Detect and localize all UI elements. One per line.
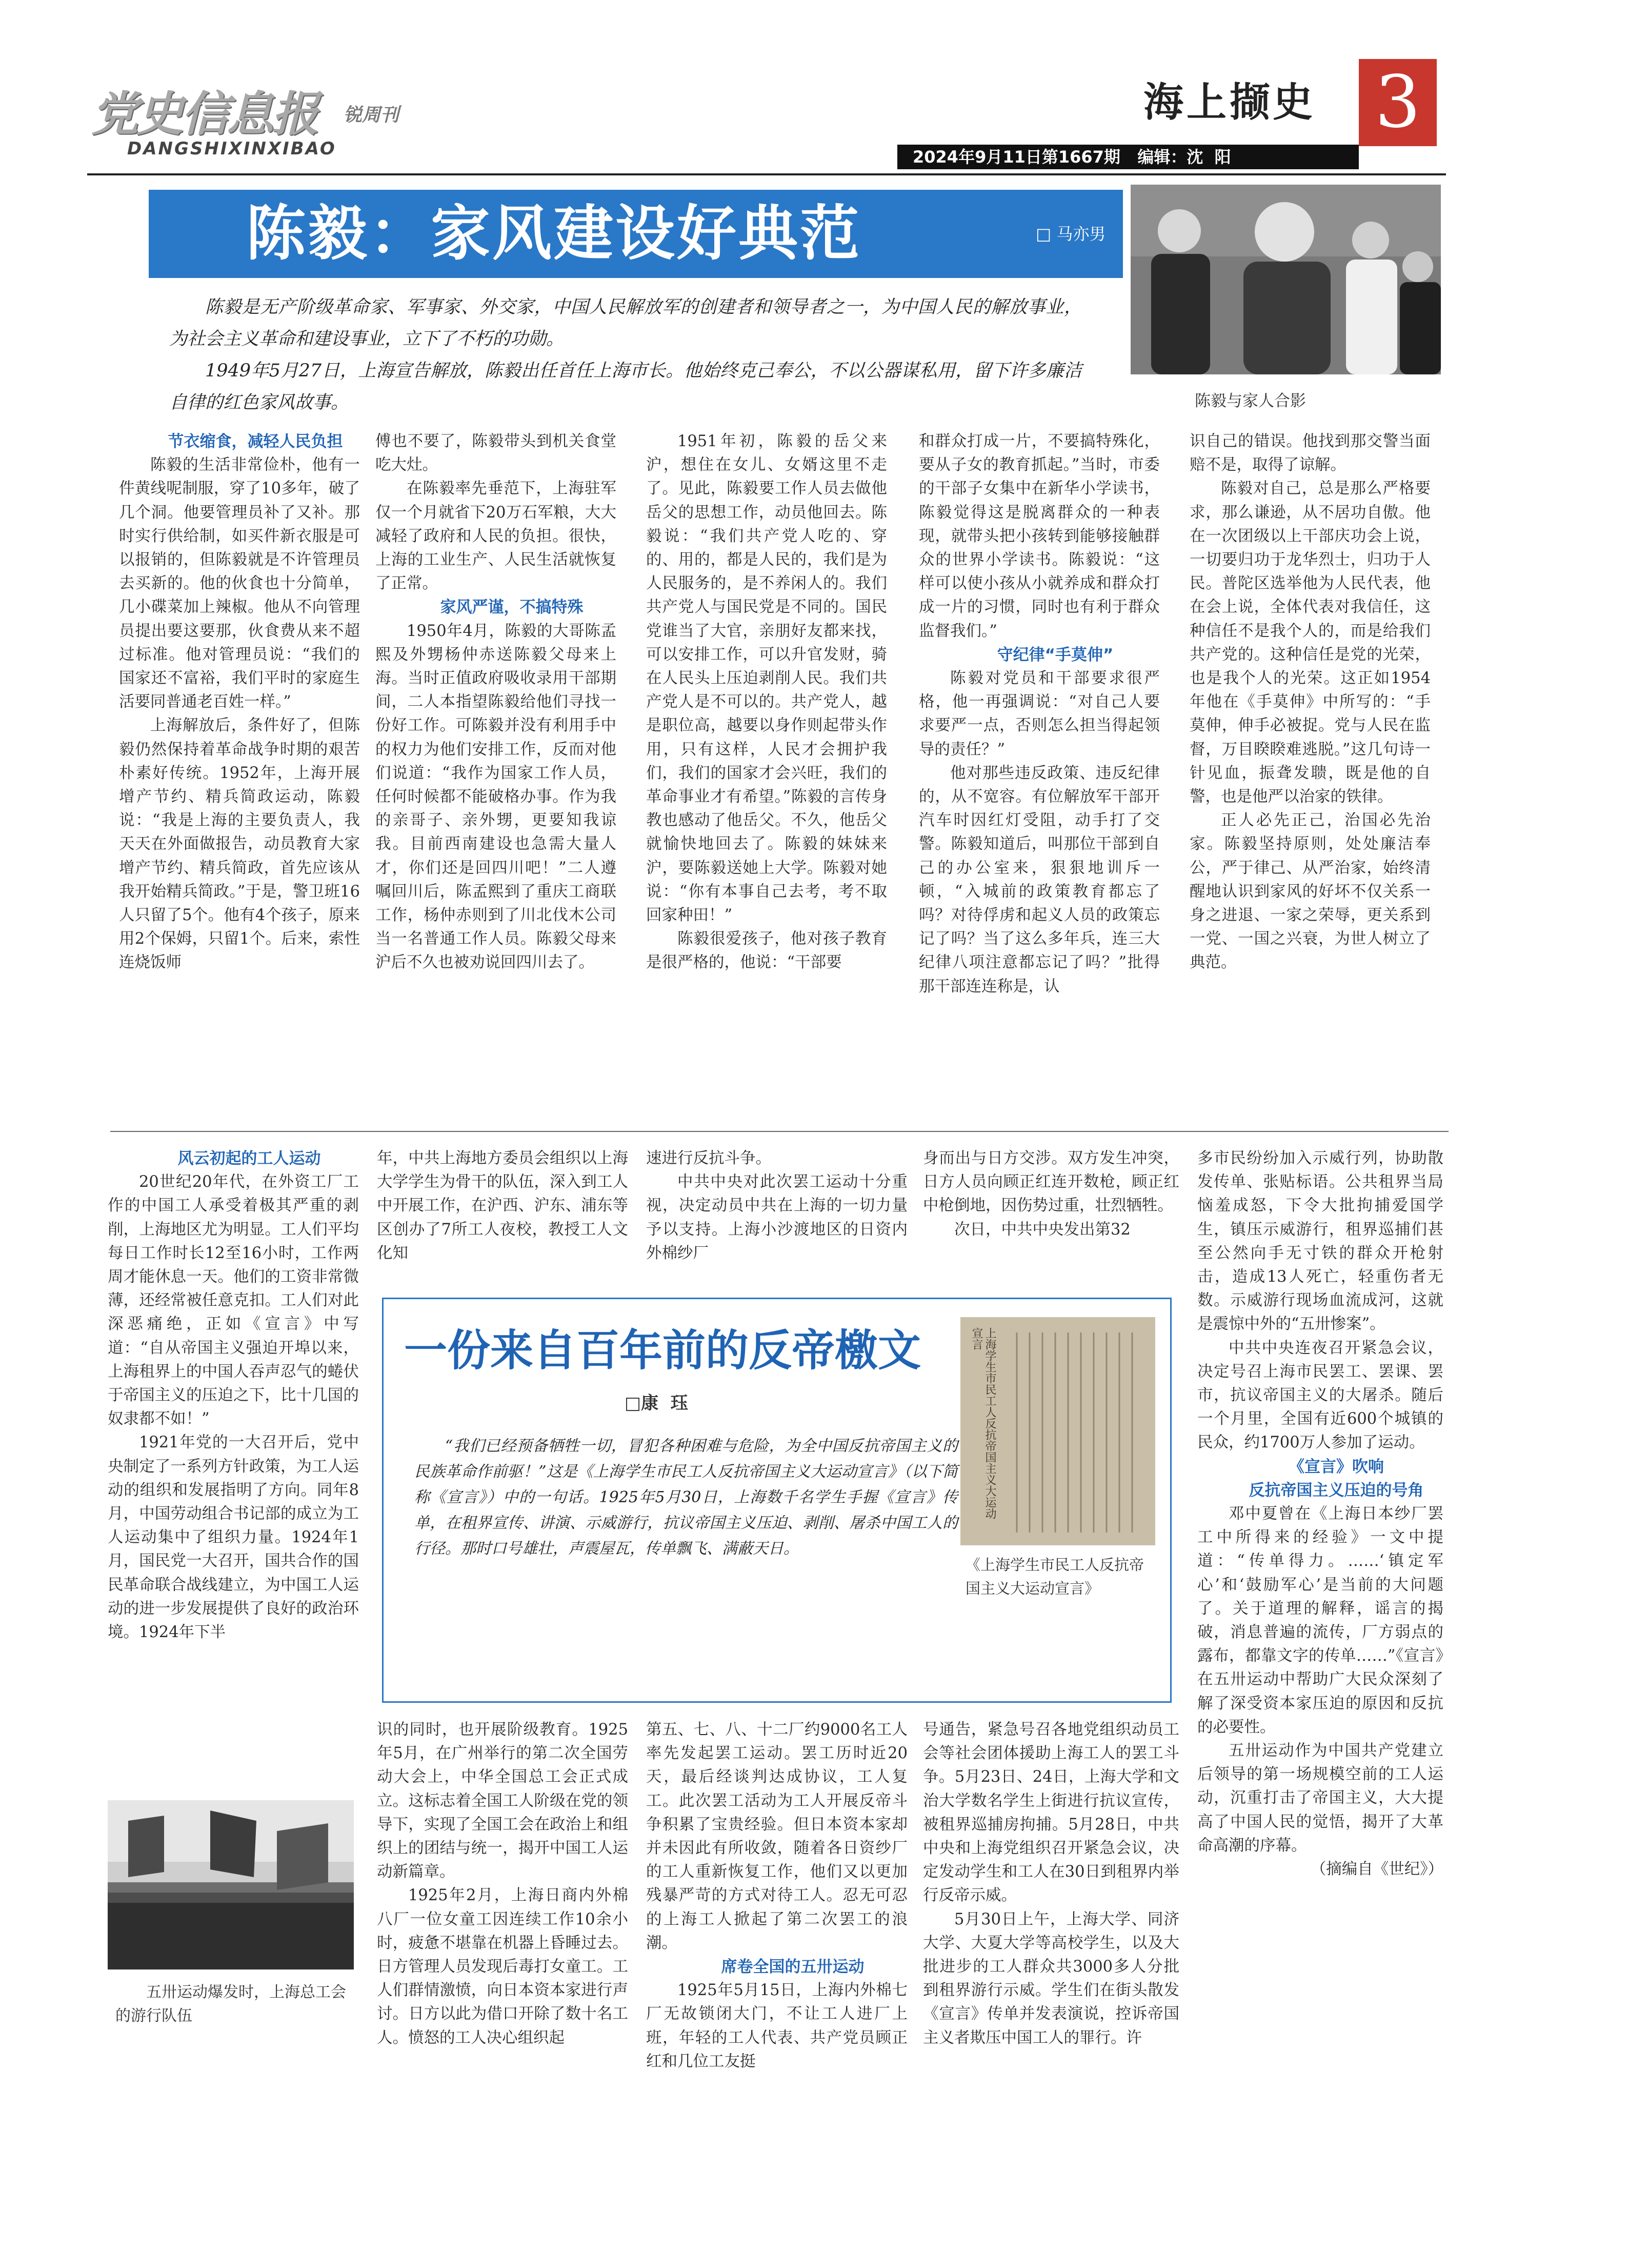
- paragraph: 陈毅很爱孩子，他对孩子教育是很严格的，他说：“干部要: [646, 930, 887, 972]
- article1-title: 陈毅：家风建设好典范: [246, 199, 861, 268]
- paragraph: 次日，中共中央发出第32: [954, 1220, 1131, 1239]
- paragraph: 陈毅的生活非常俭朴，他有一件黄线呢制服，穿了10多年，破了几个洞。他要管理员补了又补。那时实行供给制，如买件新衣服是可以报销的，但陈毅就是不许管理员去买新的。他的伙食也十分简单，几小碟菜加上辣椒。他从不向管理员提出要这要那，伙食费从来不超过标准。他对管理员说：“我们的国家还不富裕，我们平时的家庭生活要同普通老百姓一样。”: [119, 456, 360, 711]
- article2-col-2b: [377, 1718, 628, 2050]
- paragraph: 1951年初，陈毅的岳父来沪，想住在女儿、女婿这里不走了。见此，陈毅要工作人员去做他岳父的思想工作，动员他回去。陈毅说：“我们共产党人吃的、穿的、用的，都是人民的，我们是为人民服务的，是不养闲人的。我们共产党人与国民党是不同的。国民党谁当了大官，亲朋好友都来找，可以安排工作，可以升官发财，骑在人民头上压迫剥削人民。我们共产党人是不可以的。共产党人，越是职位高，越要以身作则起带头作用，只有这样，人民才会拥护我们，我们的国家才会兴旺，我们的革命事业才有希望。”陈毅的言传身教也感动了他岳父。不久，他岳父就愉快地回去了。陈毅的妹妹来沪，要陈毅送她上大学。陈毅对她说：“你有本事自己去考，考不取回家种田！”: [646, 432, 887, 925]
- paragraph: 中共中央对此次罢工运动十分重视，决定动员中共在上海的一切力量予以支持。上海小沙渡地区的日资内外棉纱厂: [646, 1173, 908, 1262]
- paragraph: 年，中共上海地方委员会组织以上海大学学生为骨干的队伍，深入到工人中开展工作，在沪西、沪东、浦东等区创办了7所工人夜校，教授工人文化知: [377, 1149, 628, 1262]
- paragraph: 多市民纷纷加入示威行列，协助散发传单、张贴标语。公共租界当局恼羞成怒，下令大批拘捕爱国学生，镇压示威游行，租界巡捕们甚至公然向手无寸铁的群众开枪射击，造成13人死亡，轻重伤者无数。示威游行现场血流成河，这就是震惊中外的“五卅惨案”。: [1197, 1149, 1443, 1334]
- logo-text: 党史信息报: [91, 87, 317, 142]
- paragraph: 陈毅对自己，总是那么严格要求，那么谦逊，从不居功自傲。他在一次团级以上干部庆功会上说，一切要归功于龙华烈士，归功于人民。普陀区选举他为人民代表，他在会上说，全体代表对我信任，这种信任不是我个人的，而是给我们共产党的。这种信任是党的光荣，也是我个人的光荣。这正如1954年他在《手莫伸》中所写的：“手莫伸，伸手必被捉。党与人民在监督，万目睽睽难逃脱。”这几句诗一针见血，振聋发聩，既是他的自警，也是他严以治家的铁律。: [1190, 480, 1431, 806]
- paragraph: 正人必先正己，治国必先治家。陈毅坚持原则，处处廉洁奉公，严于律己、从严治家，始终清醒地认识到家风的好坏不仅关系一身之进退、一家之荣辱，更关系到一党、一国之兴衰，为世人树立了典范。: [1190, 811, 1431, 972]
- paragraph: 身而出与日方交涉。双方发生冲突，日方人员向顾正红连开数枪，顾正红中枪倒地，因伤势过重，壮烈牺牲。: [923, 1149, 1179, 1215]
- document-text-lines: [960, 1317, 1155, 1545]
- manifesto-inset-box: [382, 1298, 1172, 1703]
- subheading: 节衣缩食，减轻人民负担: [168, 432, 343, 451]
- paragraph: 上海解放后，条件好了，但陈毅仍然保持着革命战争时期的艰苦朴素好传统。1952年，上海开展增产节约、精兵简政运动，陈毅说：“我是上海的主要负责人，我天天在外面做报告，动员教育大家增产节约、精兵简政，首先应该从我开始精兵简政。”于是，警卫班16人只留了5个。他有4个孩子，原来用2个保姆，只留1个。后来，索性连烧饭师: [119, 717, 360, 972]
- family-photo-figures: [1131, 185, 1441, 374]
- article1-byline: □ 马亦男: [1036, 224, 1106, 244]
- source-note: （摘编自《世纪》）: [1310, 1860, 1443, 1879]
- page-number-badge: [1359, 59, 1437, 146]
- article2-byline: □康 珏: [625, 1393, 688, 1414]
- paragraph: 傅也不要了，陈毅带头到机关食堂吃大灶。: [375, 432, 616, 474]
- article1-col-1: [119, 430, 360, 975]
- paragraph: 速进行反抗斗争。: [646, 1149, 771, 1167]
- issue-bar: [897, 145, 1359, 169]
- article-divider: [110, 1131, 1449, 1132]
- article1-col-4: [919, 430, 1160, 999]
- paragraph: 邓中夏曾在《上海日本纱厂罢工中所得来的经验》一文中提道：“传单得力。……‘镇定军心’和‘鼓励军心’是当前的大问题了。关于道理的解释，谣言的揭破，消息普遍的流传，厂方弱点的露布，都靠文字的传单……”《宣言》在五卅运动中帮助广大民众深刻了解了深受资本家压迫的原因和反抗的必要性。: [1197, 1505, 1443, 1736]
- logo-pinyin: DANGSHIXINXIBAO: [127, 138, 336, 159]
- may30-procession-photo: [108, 1800, 354, 1969]
- procession-figures: [108, 1800, 354, 1969]
- family-photo-caption: 陈毅与家人合影: [1195, 392, 1306, 410]
- manifesto-document-image: [960, 1317, 1155, 1545]
- page-number: 3: [1375, 61, 1421, 144]
- paragraph: 在陈毅率先垂范下，上海驻军仅一个月就省下20万石军粮，大大减轻了政府和人民的负担。很快，上海的工业生产、人民生活就恢复了正常。: [375, 480, 616, 593]
- issue-line: 2024年9月11日第1667期 编辑：沈 阳: [913, 147, 1231, 167]
- lede-paragraph: 陈毅是无产阶级革命家、军事家、外交家，中国人民解放军的创建者和领导者之一，为中国人民的解放事业，为社会主义革命和建设事业，立下了不朽的功勋。: [169, 297, 1082, 349]
- article2-col-4b: [923, 1718, 1179, 2050]
- paragraph: 20世纪20年代，在外资工厂工作的中国工人承受着极其严重的剥削，上海地区尤为明显。工人们平均每日工作时长12至16小时，工作两周才能休息一天。他们的工资非常微薄，还经常被任意克扣。工人们对此深恶痛绝，正如《宣言》中写道：“自从帝国主义强迫开埠以来，上海租界上的中国人吞声忍气的蜷伏于帝国主义的压迫之下，比十几国的奴隶都不如！”: [108, 1173, 359, 1428]
- article1-lede: [169, 291, 1082, 419]
- paragraph: 1925年5月15日，上海内外棉七厂无故锁闭大门，不让工人进厂上班，年轻的工人代表、共产党员顾正红和几位工友挺: [646, 1981, 908, 2071]
- subheading: 反抗帝国主义压迫的号角: [1249, 1481, 1424, 1500]
- article2-title: 一份来自百年前的反帝檄文: [404, 1325, 921, 1376]
- paragraph: 1950年4月，陈毅的大哥陈孟熙及外甥杨仲赤送陈毅父母来上海。当时正值政府吸收录用干部期间，二人本指望陈毅给他们寻找一份好工作。可陈毅并没有利用手中的权力为他们安排工作，反而对他们说道：“我作为国家工作人员，任何时候都不能破格办事。作为我的亲哥子、亲外甥，更要知我谅我。目前西南建设也急需大量人才，你们还是回四川吧！”二人遵嘱回川后，陈孟熙到了重庆工商联工作，杨仲赤则到了川北伐木公司当一名普通工作人员。陈毅父母来沪后不久也被劝说回四川去了。: [375, 622, 616, 972]
- article1-col-3: [646, 430, 887, 975]
- paragraph: 1925年2月，上海日商内外棉八厂一位女童工因连续工作10余小时，疲惫不堪靠在机器上昏睡过去。日方管理人员发现后毒打女童工。工人们群情激愤，向日本资本家进行声讨。日方以此为借口开除了数十名工人。愤怒的工人决心组织起: [377, 1886, 628, 2047]
- paragraph: 和群众打成一片，不要搞特殊化，要从子女的教育抓起。”当时，市委的干部子女集中在新华小学读书，陈毅觉得这是脱离群众的一种表现，就带头把小孩转到能够接触群众的世界小学读书。陈毅说：“这样可以使小孩从小就养成和群众打成一片的习惯，同时也有利于群众监督我们。”: [919, 432, 1160, 640]
- document-caption: 《上海学生市民工人反抗帝国主义大运动宣言》: [966, 1556, 1144, 1597]
- paragraph: 他对那些违反政策、违反纪律的，从不宽容。有位解放军干部开汽车时因红灯受阻，动手打了交警。陈毅知道后，叫那位干部到自己的办公室来，狠狠地训斥一顿，“入城前的政策教育都忘了吗？对待俘虏和起义人员的政策忘记了吗？当了这么多年兵，连三大纪律八项注意都忘记了吗？”批得那干部连连称是，认: [919, 764, 1160, 996]
- chen-yi-family-photo: [1131, 185, 1441, 374]
- masthead-rule: [87, 173, 1446, 175]
- subheading: 家风严谨，不搞特殊: [440, 598, 584, 617]
- paragraph: 陈毅对党员和干部要求很严格，他一再强调说：“对自己人要求要严一点，否则怎么担当得起领导的责任？”: [919, 669, 1160, 759]
- paragraph: 中共中央连夜召开紧急会议，决定号召上海市民罢工、罢课、罢市，抗议帝国主义的大屠杀。随后一个月里，全国有近600个城镇的民众，约1700万人参加了运动。: [1197, 1339, 1443, 1452]
- article2-col-4a: [923, 1147, 1179, 1242]
- article2-col-3a: [646, 1147, 908, 1265]
- article2-col-2a: [377, 1147, 628, 1265]
- logo-mark: 锐周刊: [344, 104, 399, 126]
- subheading: 守纪律“手莫伸”: [997, 645, 1114, 664]
- article1-col-5: [1190, 430, 1431, 975]
- doc-header: 上海学生市民工人反抗帝国主义大运动宣言: [970, 1327, 996, 1519]
- masthead-logo: [91, 86, 399, 163]
- paragraph: 识自己的错误。他找到那交警当面赔不是，取得了谅解。: [1190, 432, 1431, 474]
- article2-col-5: [1197, 1147, 1443, 1881]
- paragraph: 第五、七、八、十二厂约9000名工人率先发起罢工运动。罢工历时近20天，最后经谈判达成协议，工人复工。此次罢工活动为工人开展反帝斗争积累了宝贵经验。但日本资本家却并未因此有所收敛，随着各日资纱厂的工人重新恢复工作，他们又以更加残暴严苛的方式对待工人。忍无可忍的上海工人掀起了第二次罢工的浪潮。: [646, 1721, 908, 1952]
- paragraph: 识的同时，也开展阶级教育。1925年5月，在广州举行的第二次全国劳动大会上，中华全国总工会正式成立。这标志着全国工人阶级在党的领导下，实现了全国工会在政治上和组织上的团结与统一，揭开中国工人运动新篇章。: [377, 1721, 628, 1881]
- article2-col-3b: [646, 1718, 908, 2074]
- procession-photo-caption: 五卅运动爆发时，上海总工会的游行队伍: [115, 1983, 346, 2025]
- paragraph: 1921年党的一大召开后，党中央制定了一系列方针政策，为工人运动的组织和发展指明了方向。同年8月，中国劳动组合书记部的成立为工人运动集中了组织力量。1924年1月，国民党一大召开，国共合作的国民革命联合战线建立，为中国工人运动的进一步发展提供了良好的政治环境。1924年下半: [108, 1434, 359, 1642]
- subheading: 风云初起的工人运动: [177, 1149, 321, 1168]
- article2-lede: “我们已经预备牺牲一切，冒犯各种困难与危险，为全中国反抗帝国主义的民族革命作前驱！”这是《上海学生市民工人反抗帝国主义大运动宣言》（以下简称《宣言》）中的一句话。1925年5月30日，上海数千名学生手握《宣言》传单，在租界宣传、讲演、示威游行，抗议帝国主义压迫、剥削、屠杀中国工人的行径。那时口号雄壮，声震屋瓦，传单飘飞、满蔽天日。: [414, 1437, 958, 1558]
- subheading: 《宣言》吹响: [1289, 1457, 1384, 1476]
- article2-col-1: [108, 1147, 359, 1644]
- paragraph: 号通告，紧急号召各地党组织动员工会等社会团体援助上海工人的罢工斗争。5月23日、24日，上海大学和文治大学数名学生上街进行抗议宣传，被租界巡捕房拘捕。5月28日，中共中央和上海党组织召开紧急会议，决定发动学生和工人在30日到租界内举行反帝示威。: [923, 1721, 1179, 1905]
- section-title: 海上撷史: [1143, 79, 1316, 126]
- article1-col-2: [375, 430, 616, 975]
- paragraph: 五卅运动作为中国共产党建立后领导的第一场规模空前的工人运动，沉重打击了帝国主义，大大提高了中国人民的觉悟，揭开了大革命高潮的序幕。: [1197, 1742, 1443, 1855]
- subheading: 席卷全国的五卅运动: [721, 1958, 865, 1977]
- paragraph: 5月30日上午，上海大学、同济大学、大夏大学等高校学生，以及大批进步的工人群众共3000多人分批到租界游行示威。学生们在街头散发《宣言》传单并发表演说，控诉帝国主义者欺压中国工人的罪行。许: [923, 1910, 1179, 2047]
- article1-title-banner: [149, 190, 1123, 278]
- lede-paragraph: 1949年5月27日，上海宣告解放，陈毅出任首任上海市长。他始终克己奉公，不以公器谋私用，留下许多廉洁自律的红色家风故事。: [169, 361, 1082, 413]
